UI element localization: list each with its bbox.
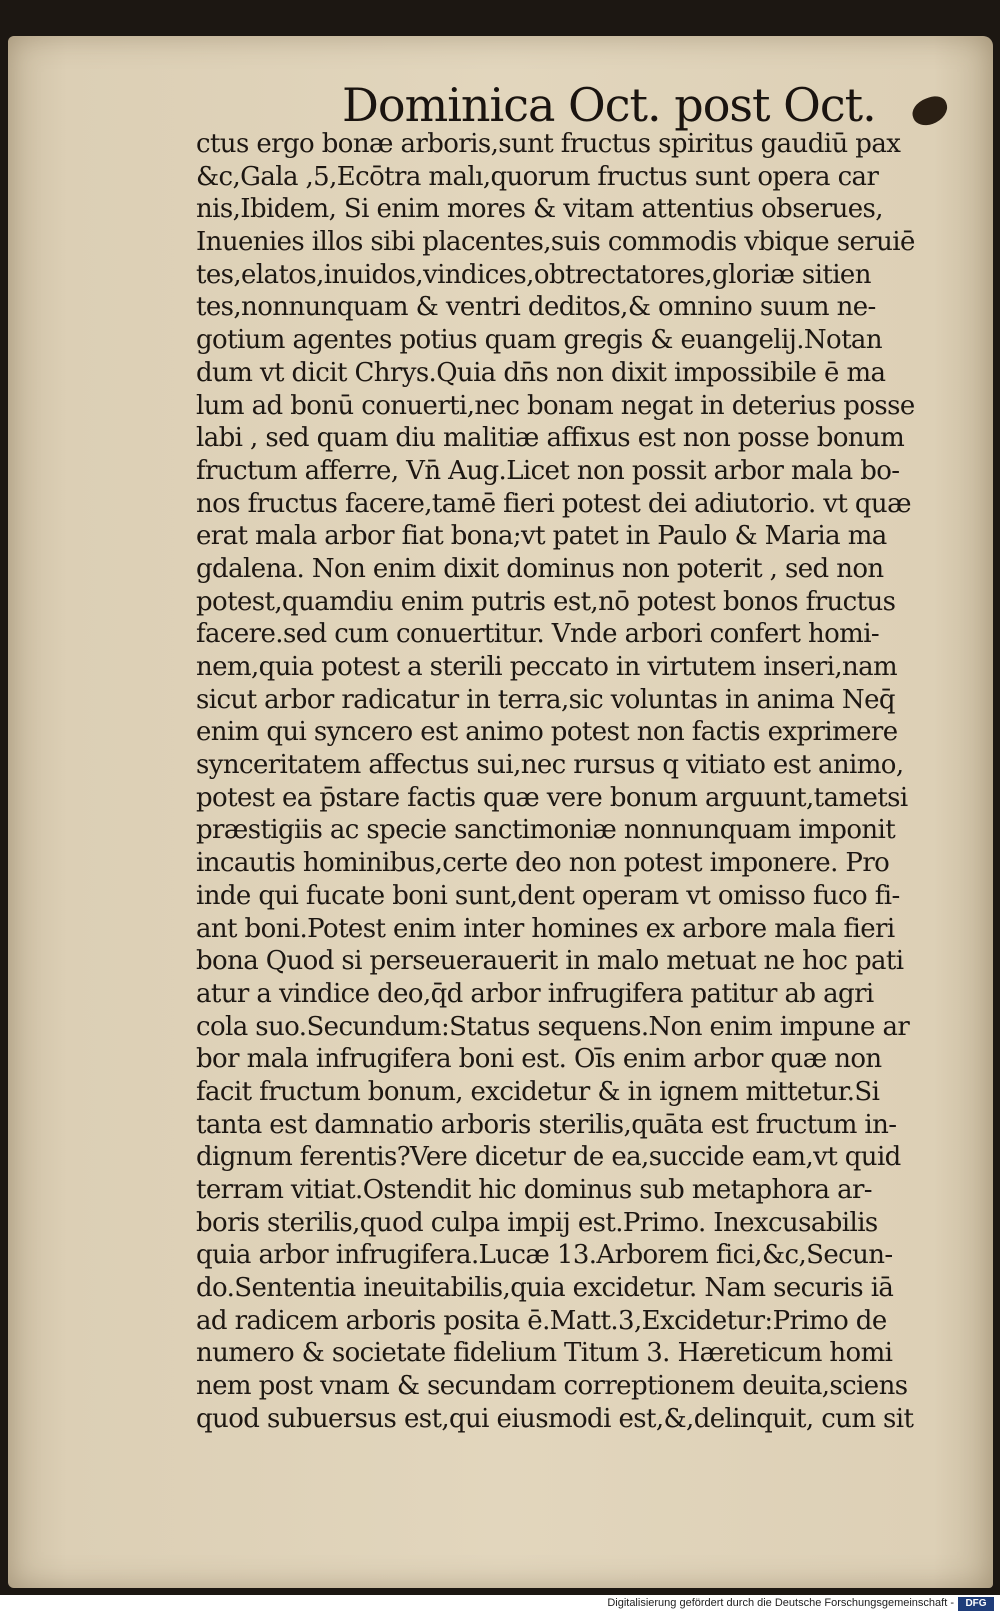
text-line: incautis hominibus,certe deo non potest imponere. Pro <box>196 848 890 879</box>
text-line: ctus ergo bonæ arboris,sunt fructus spiritus gaudiū pax <box>196 129 901 159</box>
text-line: fructum afferre, Vn̄ Aug.Licet non possit arbor mala bo- <box>196 455 900 486</box>
text-line: enim qui syncero est animo potest non factis exprimere <box>196 717 898 748</box>
text-line: bor mala infrugifera boni est. Oīs enim arbor quæ non <box>196 1044 882 1075</box>
text-line: bona Quod si perseuerauerit in malo metuat ne hoc pati <box>196 946 904 977</box>
text-line: quia arbor infrugifera.Lucæ 13.Arborem fici,&c,Secun- <box>196 1240 893 1271</box>
text-line: nem post vnam & secundam correptionem deuita,sciens <box>196 1371 908 1402</box>
text-line: facit fructum bonum, excidetur & in ignem mittetur.Si <box>196 1076 880 1107</box>
text-line: terram vitiat.Ostendit hic dominus sub metaphora ar- <box>196 1175 872 1205</box>
text-line: tes,nonnunquam & ventri deditos,& omnino suum ne- <box>196 292 876 323</box>
text-line: do.Sententia ineuitabilis,quia excidetur. Nam securis iā <box>196 1273 894 1304</box>
text-line: gdalena. Non enim dixit dominus non poterit , sed non <box>196 553 884 584</box>
text-line: tes,elatos,inuidos,vindices,obtrectatores,gloriæ sitien <box>196 259 871 290</box>
text-line: potest ea p̄stare factis quæ vere bonum arguunt,tametsi <box>196 782 908 813</box>
text-line: tanta est damnatio arboris sterilis,quāta est fructum in- <box>196 1109 897 1140</box>
text-line: synceritatem affectus sui,nec rursus q vitiato est animo, <box>196 750 904 781</box>
text-line: erat mala arbor fiat bona;vt patet in Paulo & Maria ma <box>196 521 887 552</box>
text-line: nis,Ibidem, Si enim mores & vitam attentius obserues, <box>196 194 883 225</box>
text-line: atur a vindice deo,q̄d arbor infrugifera patitur ab agri <box>196 978 874 1009</box>
text-line: nem,quia potest a sterili peccato in virtutem inseri,nam <box>196 652 898 682</box>
digitization-credit: Digitalisierung gefördert durch die Deutsche Forschungsgemeinschaft - <box>607 1597 954 1609</box>
text-line: dignum ferentis?Vere dicetur de ea,succide eam,vt quid <box>196 1142 901 1173</box>
text-line: facere.sed cum conuertitur. Vnde arbori confert homi- <box>196 619 880 650</box>
text-line: boris sterilis,quod culpa impij est.Primo. Inexcusabilis <box>196 1207 878 1238</box>
text-line: potest,quamdiu enim putris est,nō potest bonos fructus <box>196 586 896 617</box>
running-head: Dominica Oct. post Oct. <box>342 78 876 132</box>
text-line: quod subuersus est,qui eiusmodi est,&,delinquit, cum sit <box>196 1403 914 1434</box>
text-line: sicut arbor radicatur in terra,sic voluntas in anima Neq̄ <box>196 684 895 715</box>
body-text <box>196 128 936 1436</box>
text-line: inde qui fucate boni sunt,dent operam vt omisso fuco fi- <box>196 880 900 911</box>
text-line: nos fructus facere,tamē fieri potest dei adiutorio. vt quæ <box>196 488 911 519</box>
dfg-logo: DFG <box>958 1597 994 1611</box>
text-line: cola suo.Secundum:Status sequens.Non enim impune ar <box>196 1011 910 1042</box>
text-line: Inuenies illos sibi placentes,suis commodis vbique seruiē <box>196 227 915 258</box>
text-line: gotium agentes potius quam gregis & euangelij.Notan <box>196 325 882 356</box>
text-line: ad radicem arboris posita ē.Matt.3,Excidetur:Primo de <box>196 1305 887 1336</box>
text-line: labi , sed quam diu malitiæ affixus est non posse bonum <box>196 423 905 454</box>
text-line: dum vt dicit Chrys.Quia dn̄s non dixit impossibile ē ma <box>196 357 886 388</box>
text-line: &c,Gala ,5,Ecōtra malı,quorum fructus sunt opera car <box>196 161 879 192</box>
text-line: ant boni.Potest enim inter homines ex arbore mala fieri <box>196 913 895 944</box>
text-line: lum ad bonū conuerti,nec bonam negat in deterius posse <box>196 390 915 421</box>
text-line: præstigiis ac specie sanctimoniæ nonnunquam imponit <box>196 815 896 846</box>
text-line: numero & societate fidelium Titum 3. Hæreticum homi <box>196 1338 893 1369</box>
